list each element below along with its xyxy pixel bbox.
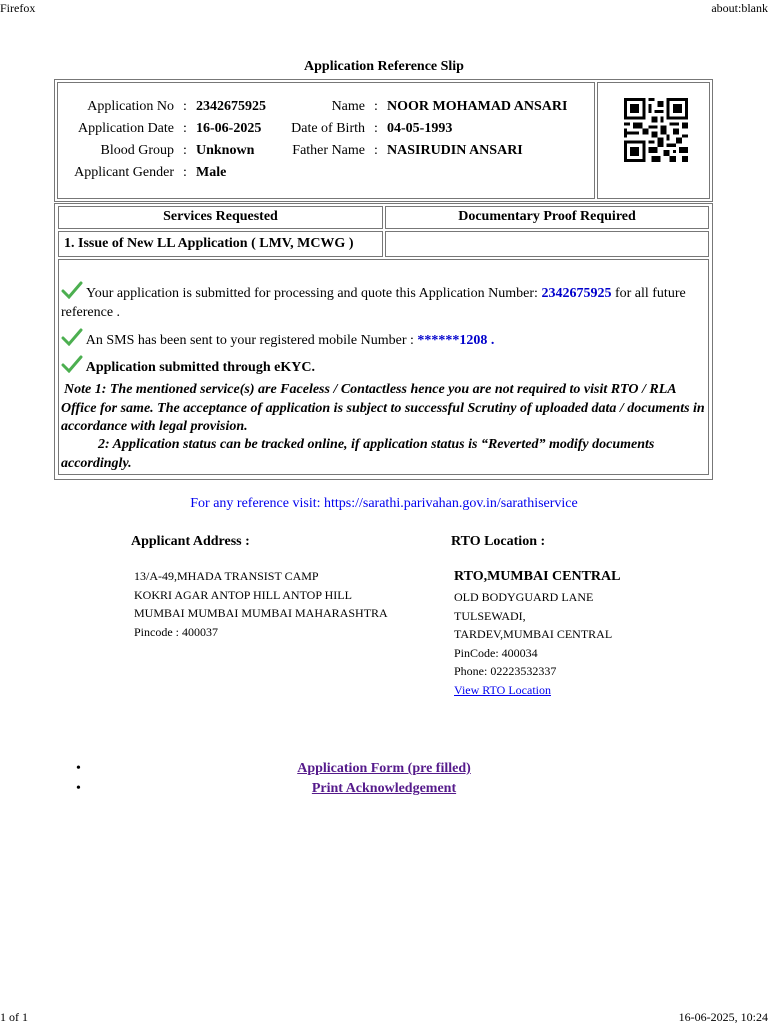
name-row: Name : NOOR MOHAMAD ANSARI — [280, 99, 567, 115]
gender-value: Male — [196, 165, 227, 180]
ekyc-message — [61, 355, 315, 376]
check-icon — [61, 355, 83, 373]
dob-value: 04-05-1993 — [387, 121, 453, 136]
sms-message-text: An SMS has been sent to your registered mobile Number : — [85, 333, 414, 348]
rto-address — [454, 588, 612, 699]
blood-group-value: Unknown — [196, 143, 255, 158]
rto-location-heading: RTO Location : — [451, 534, 546, 549]
address-line-2: KOKRI AGAR ANTOP HILL ANTOP HILL — [134, 587, 352, 602]
print-header-left: Firefox — [0, 1, 36, 15]
blood-group-label: Blood Group — [100, 143, 174, 158]
name-value: NOOR MOHAMAD ANSARI — [387, 99, 568, 114]
submitted-message-text: Your application is submitted for processing and quote this Application Number: — [85, 286, 538, 301]
service-row-1: 1. Issue of New LL Application ( LMV, MCWG ) — [58, 231, 383, 257]
submitted-message — [61, 281, 706, 322]
rto-line-3: TARDEV,MUMBAI CENTRAL — [454, 627, 613, 641]
father-value: NASIRUDIN ANSARI — [387, 143, 523, 158]
father-row: Father Name : NASIRUDIN ANSARI — [280, 143, 523, 159]
gender-label: Applicant Gender — [74, 165, 174, 180]
note-2: 2: Application status can be tracked online, if application status is “Reverted” modify documents accordingly. — [61, 437, 655, 471]
ekyc-message-text: Application submitted through eKYC. — [85, 360, 315, 375]
print-footer-datetime: 16-06-2025, 10:24 — [678, 1010, 768, 1024]
dob-label: Date of Birth — [291, 121, 365, 136]
rto-line-2: TULSEWADI, — [454, 608, 526, 623]
bullet-icon: • — [76, 781, 81, 796]
bullet-icon: • — [76, 761, 81, 776]
address-line-3: MUMBAI MUMBAI MUMBAI MAHARASHTRA — [134, 606, 388, 620]
father-label: Father Name — [292, 143, 365, 158]
submitted-message-suffix: for all future reference . — [61, 286, 686, 320]
sms-mobile-number: ******1208 . — [417, 333, 495, 348]
application-no-label: Application No — [87, 99, 174, 114]
reference-url-text: For any reference visit: https://sarathi.parivahan.gov.in/sarathiservice — [190, 496, 578, 511]
applicant-address — [134, 567, 388, 641]
rto-phone: Phone: 02223532337 — [454, 664, 557, 678]
applicant-address-heading: Applicant Address : — [131, 534, 250, 549]
blood-group-row: Blood Group : Unknown — [66, 143, 254, 159]
address-line-1: 13/A-49,MHADA TRANSIST CAMP — [134, 569, 319, 583]
name-label: Name — [331, 99, 365, 114]
note-1: Note 1: The mentioned service(s) are Faceless / Contactless hence you are not required to visit RTO / RLA Office for same. The acceptance of application is subject to successful Scrutiny of uploaded data / documents in accordance with legal provision. — [61, 382, 705, 434]
proof-row-1 — [385, 231, 709, 257]
document-links-list — [0, 761, 768, 801]
application-date-row: Application Date : 16-06-2025 — [66, 121, 261, 137]
dob-row: Date of Birth : 04-05-1993 — [280, 121, 452, 137]
address-pincode: Pincode : 400037 — [134, 624, 218, 639]
rto-pincode: PinCode: 400034 — [454, 645, 538, 660]
list-item — [0, 761, 768, 781]
page-title: Application Reference Slip — [304, 59, 464, 74]
submitted-application-number: 2342675925 — [541, 286, 612, 301]
application-date-value: 16-06-2025 — [196, 121, 262, 136]
application-no-value: 2342675925 — [196, 99, 266, 114]
documentary-proof-header: Documentary Proof Required — [385, 206, 709, 229]
print-footer-page: 1 of 1 — [0, 1010, 28, 1024]
applicant-info-box — [54, 79, 713, 202]
check-icon — [61, 328, 83, 346]
sms-message — [61, 328, 494, 349]
check-icon — [61, 281, 83, 299]
view-rto-location-link[interactable]: View RTO Location — [454, 682, 551, 697]
rto-line-1: OLD BODYGUARD LANE — [454, 590, 594, 604]
list-item — [0, 781, 768, 801]
application-date-label: Application Date — [77, 121, 174, 136]
qr-code-icon — [624, 96, 688, 164]
application-form-link[interactable]: Application Form (pre filled) — [297, 761, 471, 776]
rto-name: RTO,MUMBAI CENTRAL — [454, 569, 621, 584]
print-acknowledgement-link[interactable]: Print Acknowledgement — [311, 781, 457, 796]
services-requested-header: Services Requested — [58, 206, 383, 229]
gender-row: Applicant Gender : Male — [66, 165, 226, 181]
print-header-right: about:blank — [711, 1, 768, 15]
application-no-row: Application No : 2342675925 — [66, 99, 266, 115]
